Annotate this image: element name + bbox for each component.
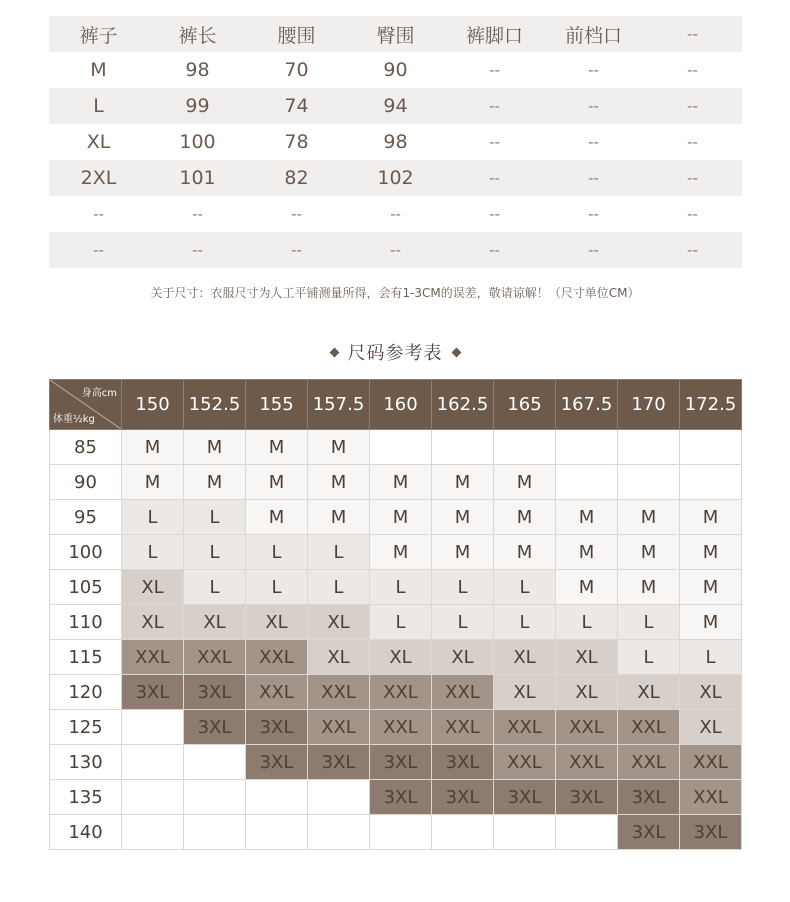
measure-header-cell: 腰围 [247, 16, 346, 52]
measure-cell: 102 [346, 160, 445, 196]
size-cell [184, 745, 246, 780]
size-cell: XL [680, 710, 742, 745]
measure-cell: -- [49, 196, 148, 232]
size-cell [556, 465, 618, 500]
weight-cell: 125 [50, 710, 122, 745]
measure-cell: -- [445, 52, 544, 88]
measure-cell: 78 [247, 124, 346, 160]
size-cell: M [370, 465, 432, 500]
size-cell [122, 780, 184, 815]
size-cell: XL [370, 640, 432, 675]
size-cell: M [680, 570, 742, 605]
size-cell: 3XL [494, 780, 556, 815]
size-cell: L [494, 605, 556, 640]
size-cell [556, 815, 618, 850]
size-cell: XXL [246, 640, 308, 675]
size-cell: L [246, 570, 308, 605]
diamond-icon [329, 347, 339, 357]
weight-row [50, 535, 742, 570]
size-cell: XL [494, 640, 556, 675]
size-cell: M [494, 465, 556, 500]
size-cell: XL [308, 605, 370, 640]
size-cell: 3XL [618, 815, 680, 850]
size-cell: XXL [680, 745, 742, 780]
size-cell: L [122, 535, 184, 570]
height-header-cell: 155 [246, 380, 308, 430]
size-cell: L [494, 570, 556, 605]
measure-header-cell: 裤子 [49, 16, 148, 52]
measure-cell: -- [445, 196, 544, 232]
measure-cell: 98 [148, 52, 247, 88]
height-header-cell: 172.5 [680, 380, 742, 430]
weight-cell: 120 [50, 675, 122, 710]
measure-cell: 82 [247, 160, 346, 196]
measurement-table [49, 16, 742, 268]
size-cell: XXL [556, 745, 618, 780]
size-note: 关于尺寸：衣服尺寸为人工平铺测量所得，会有1-3CM的误差，敬请谅解！（尺寸单位CM） [150, 286, 640, 300]
measure-cell: M [49, 52, 148, 88]
weight-cell: 135 [50, 780, 122, 815]
size-cell: M [432, 535, 494, 570]
weight-cell: 100 [50, 535, 122, 570]
size-cell: L [432, 570, 494, 605]
weight-cell: 105 [50, 570, 122, 605]
size-cell [246, 815, 308, 850]
weight-row [50, 430, 742, 465]
measure-cell: -- [643, 232, 742, 268]
size-cell: L [246, 535, 308, 570]
size-cell: M [618, 570, 680, 605]
size-cell: L [122, 500, 184, 535]
height-header-cell: 165 [494, 380, 556, 430]
size-cell: 3XL [680, 815, 742, 850]
size-cell: L [184, 500, 246, 535]
measure-cell: -- [544, 196, 643, 232]
size-cell: L [618, 605, 680, 640]
corner-cell [50, 380, 122, 430]
size-cell [494, 430, 556, 465]
size-cell [370, 430, 432, 465]
weight-row [50, 780, 742, 815]
size-cell: XL [680, 675, 742, 710]
size-cell: L [308, 535, 370, 570]
weight-row [50, 675, 742, 710]
measure-cell: -- [445, 88, 544, 124]
size-cell: L [184, 535, 246, 570]
measure-row [49, 160, 742, 196]
height-header-cell: 150 [122, 380, 184, 430]
weight-row [50, 465, 742, 500]
measure-cell: -- [346, 196, 445, 232]
measure-cell: -- [445, 232, 544, 268]
size-cell: M [308, 430, 370, 465]
height-header-cell: 152.5 [184, 380, 246, 430]
size-cell [680, 430, 742, 465]
size-cell: 3XL [432, 780, 494, 815]
measure-cell: -- [544, 124, 643, 160]
measure-cell: 70 [247, 52, 346, 88]
size-cell: XXL [494, 710, 556, 745]
size-cell: M [494, 535, 556, 570]
size-chart-title [0, 339, 790, 365]
weight-cell: 110 [50, 605, 122, 640]
size-cell: M [556, 535, 618, 570]
size-cell: M [122, 465, 184, 500]
height-header-cell: 167.5 [556, 380, 618, 430]
size-cell: XXL [308, 675, 370, 710]
weight-cell: 90 [50, 465, 122, 500]
measure-cell: -- [247, 196, 346, 232]
measure-header-cell: 臀围 [346, 16, 445, 52]
measure-cell: L [49, 88, 148, 124]
measure-header-cell: 裤长 [148, 16, 247, 52]
weight-row [50, 570, 742, 605]
size-cell: XXL [680, 780, 742, 815]
size-reference-table [49, 379, 742, 850]
measure-cell: 94 [346, 88, 445, 124]
size-cell [184, 815, 246, 850]
size-cell: M [494, 500, 556, 535]
size-cell: 3XL [184, 710, 246, 745]
size-cell: L [618, 640, 680, 675]
measure-cell: XL [49, 124, 148, 160]
size-cell: 3XL [184, 675, 246, 710]
size-cell: XXL [370, 675, 432, 710]
size-cell: M [680, 500, 742, 535]
size-cell [308, 780, 370, 815]
measure-cell: -- [148, 232, 247, 268]
size-cell [618, 430, 680, 465]
size-cell: M [432, 500, 494, 535]
measure-cell: 90 [346, 52, 445, 88]
measure-cell: 99 [148, 88, 247, 124]
height-header-cell: 170 [618, 380, 680, 430]
measure-header-row [49, 16, 742, 52]
weight-row [50, 745, 742, 780]
size-cell [680, 465, 742, 500]
measure-row [49, 88, 742, 124]
size-cell: XL [494, 675, 556, 710]
size-cell: XXL [308, 710, 370, 745]
measure-cell: -- [544, 52, 643, 88]
weight-axis-label: 体重½kg [53, 414, 95, 425]
weight-row [50, 640, 742, 675]
size-cell: XXL [122, 640, 184, 675]
size-cell [556, 430, 618, 465]
size-cell: M [246, 430, 308, 465]
size-cell: XXL [618, 745, 680, 780]
height-header-cell: 160 [370, 380, 432, 430]
size-cell: M [618, 535, 680, 570]
size-cell: M [246, 500, 308, 535]
size-header-row [50, 380, 742, 430]
measure-cell: -- [643, 160, 742, 196]
measure-cell: -- [643, 196, 742, 232]
size-cell: M [122, 430, 184, 465]
size-cell: XL [308, 640, 370, 675]
size-cell: M [556, 500, 618, 535]
size-cell [432, 815, 494, 850]
measure-cell: -- [445, 160, 544, 196]
measure-row [49, 52, 742, 88]
size-cell: XXL [556, 710, 618, 745]
size-cell: L [432, 605, 494, 640]
measure-cell: -- [49, 232, 148, 268]
size-cell: M [432, 465, 494, 500]
weight-row [50, 710, 742, 745]
size-cell: 3XL [246, 745, 308, 780]
size-cell: XXL [246, 675, 308, 710]
measure-cell: 101 [148, 160, 247, 196]
size-cell: L [370, 570, 432, 605]
size-cell: XL [618, 675, 680, 710]
measure-row [49, 232, 742, 268]
size-cell [122, 710, 184, 745]
measure-cell: -- [643, 88, 742, 124]
size-cell: L [184, 570, 246, 605]
height-header-cell: 162.5 [432, 380, 494, 430]
measure-cell: 74 [247, 88, 346, 124]
measure-header-cell: -- [643, 16, 742, 52]
size-cell: M [184, 430, 246, 465]
measure-header-cell: 裤脚口 [445, 16, 544, 52]
size-cell: XL [246, 605, 308, 640]
size-cell: M [556, 570, 618, 605]
size-cell: M [370, 535, 432, 570]
size-cell: 3XL [122, 675, 184, 710]
measure-cell: -- [445, 124, 544, 160]
size-cell [432, 430, 494, 465]
measure-cell: -- [346, 232, 445, 268]
size-cell: 3XL [432, 745, 494, 780]
weight-cell: 95 [50, 500, 122, 535]
measure-header-cell: 前档口 [544, 16, 643, 52]
size-cell: XL [122, 605, 184, 640]
measure-cell: -- [544, 160, 643, 196]
size-cell: M [246, 465, 308, 500]
size-cell [122, 815, 184, 850]
size-cell: L [680, 640, 742, 675]
size-cell: M [308, 465, 370, 500]
size-cell: 3XL [246, 710, 308, 745]
size-cell: L [308, 570, 370, 605]
size-cell: XL [556, 640, 618, 675]
measure-row [49, 196, 742, 232]
size-cell: XXL [370, 710, 432, 745]
measure-cell: -- [544, 232, 643, 268]
size-cell: 3XL [556, 780, 618, 815]
size-cell [370, 815, 432, 850]
size-cell [184, 780, 246, 815]
size-cell: L [556, 605, 618, 640]
size-cell: 3XL [370, 745, 432, 780]
size-cell: XXL [432, 710, 494, 745]
size-cell: XL [184, 605, 246, 640]
measure-cell: -- [643, 124, 742, 160]
size-cell: XL [122, 570, 184, 605]
weight-cell: 130 [50, 745, 122, 780]
size-cell [246, 780, 308, 815]
size-cell: XXL [618, 710, 680, 745]
size-cell: 3XL [308, 745, 370, 780]
size-cell: M [680, 535, 742, 570]
size-cell [122, 745, 184, 780]
weight-row [50, 500, 742, 535]
measure-cell: 98 [346, 124, 445, 160]
measure-cell: -- [247, 232, 346, 268]
height-axis-label: 身高cm [81, 388, 117, 399]
weight-cell: 115 [50, 640, 122, 675]
weight-cell: 85 [50, 430, 122, 465]
size-cell: XXL [432, 675, 494, 710]
weight-row [50, 815, 742, 850]
size-cell: M [370, 500, 432, 535]
size-cell: M [618, 500, 680, 535]
measure-cell: -- [643, 52, 742, 88]
size-cell: 3XL [618, 780, 680, 815]
size-chart-title-text: 尺码参考表 [347, 343, 443, 364]
height-header-cell: 157.5 [308, 380, 370, 430]
measure-cell: -- [148, 196, 247, 232]
measure-cell: -- [544, 88, 643, 124]
size-cell: L [370, 605, 432, 640]
size-cell [618, 465, 680, 500]
size-cell: XXL [184, 640, 246, 675]
size-cell: XXL [494, 745, 556, 780]
diamond-icon [451, 347, 461, 357]
weight-row [50, 605, 742, 640]
weight-cell: 140 [50, 815, 122, 850]
size-cell: M [680, 605, 742, 640]
measure-cell: 100 [148, 124, 247, 160]
size-cell: 3XL [370, 780, 432, 815]
size-cell: M [184, 465, 246, 500]
measure-cell: 2XL [49, 160, 148, 196]
size-cell: M [308, 500, 370, 535]
size-cell: XL [432, 640, 494, 675]
size-cell [308, 815, 370, 850]
measure-row [49, 124, 742, 160]
size-cell: XL [556, 675, 618, 710]
size-cell [494, 815, 556, 850]
